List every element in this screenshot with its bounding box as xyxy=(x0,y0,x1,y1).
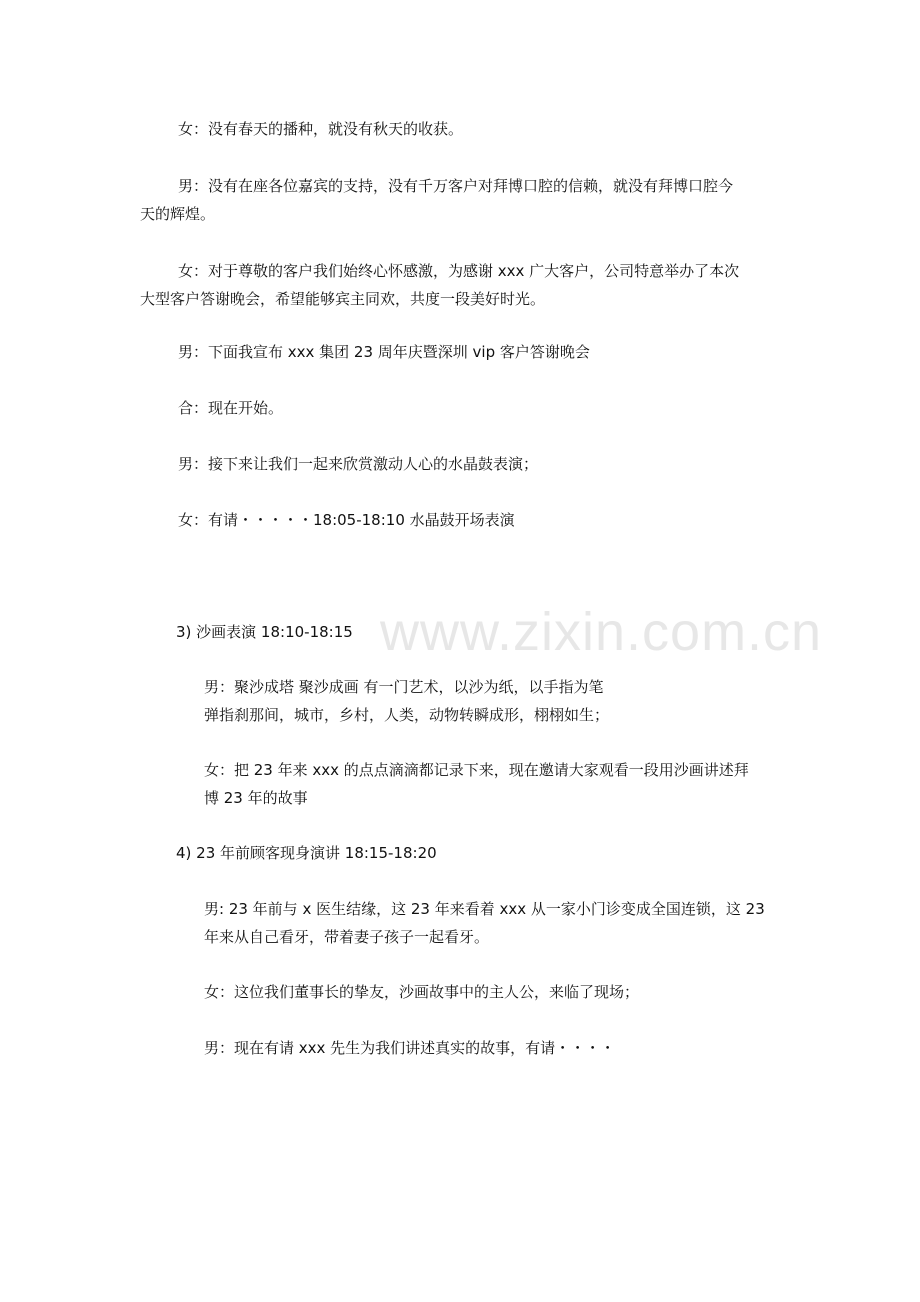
script-line-2: 男：没有在座各位嘉宾的支持，没有千万客户对拜博口腔的信赖，就没有拜博口腔今 xyxy=(178,177,734,195)
script-line-2-cont: 天的辉煌。 xyxy=(140,205,216,223)
section-4-line-3: 男：现在有请 xxx 先生为我们讲述真实的故事，有请・・・・ xyxy=(204,1039,616,1057)
section-4-line-1: 男: 23 年前与 x 医生结缘，这 23 年来看着 xxx 从一家小门诊变成全国连锁，这 23 xyxy=(204,900,765,918)
watermark: www.zixin.com.cn xyxy=(380,602,823,662)
section-4-line-1-cont: 年来从自己看牙，带着妻子孩子一起看牙。 xyxy=(204,928,490,946)
script-line-6: 男：接下来让我们一起来欣赏激动人心的水晶鼓表演； xyxy=(178,455,539,473)
script-line-1: 女：没有春天的播种，就没有秋天的收获。 xyxy=(178,120,464,138)
section-heading-4: 4) 23 年前顾客现身演讲 18:15-18:20 xyxy=(176,844,437,862)
script-line-3: 女：对于尊敬的客户我们始终心怀感激，为感谢 xxx 广大客户，公司特意举办了本次 xyxy=(178,262,740,280)
section-3-line-1-cont: 弹指刹那间，城市，乡村，人类，动物转瞬成形，栩栩如生； xyxy=(204,706,610,724)
script-line-4: 男：下面我宣布 xxx 集团 23 周年庆暨深圳 vip 客户答谢晚会 xyxy=(178,343,590,361)
section-heading-3: 3) 沙画表演 18:10-18:15 xyxy=(176,623,353,641)
script-line-5: 合：现在开始。 xyxy=(178,399,284,417)
section-3-line-2: 女：把 23 年来 xxx 的点点滴滴都记录下来，现在邀请大家观看一段用沙画讲述拜 xyxy=(204,761,749,779)
script-line-7: 女：有请・・・・・18:05-18:10 水晶鼓开场表演 xyxy=(178,511,515,529)
section-3-line-2-cont: 博 23 年的故事 xyxy=(204,789,308,807)
section-4-line-2: 女：这位我们董事长的挚友，沙画故事中的主人公，来临了现场； xyxy=(204,983,640,1001)
section-3-line-1: 男：聚沙成塔 聚沙成画 有一门艺术，以沙为纸，以手指为笔 xyxy=(204,678,604,696)
script-line-3-cont: 大型客户答谢晚会，希望能够宾主同欢，共度一段美好时光。 xyxy=(140,290,546,308)
